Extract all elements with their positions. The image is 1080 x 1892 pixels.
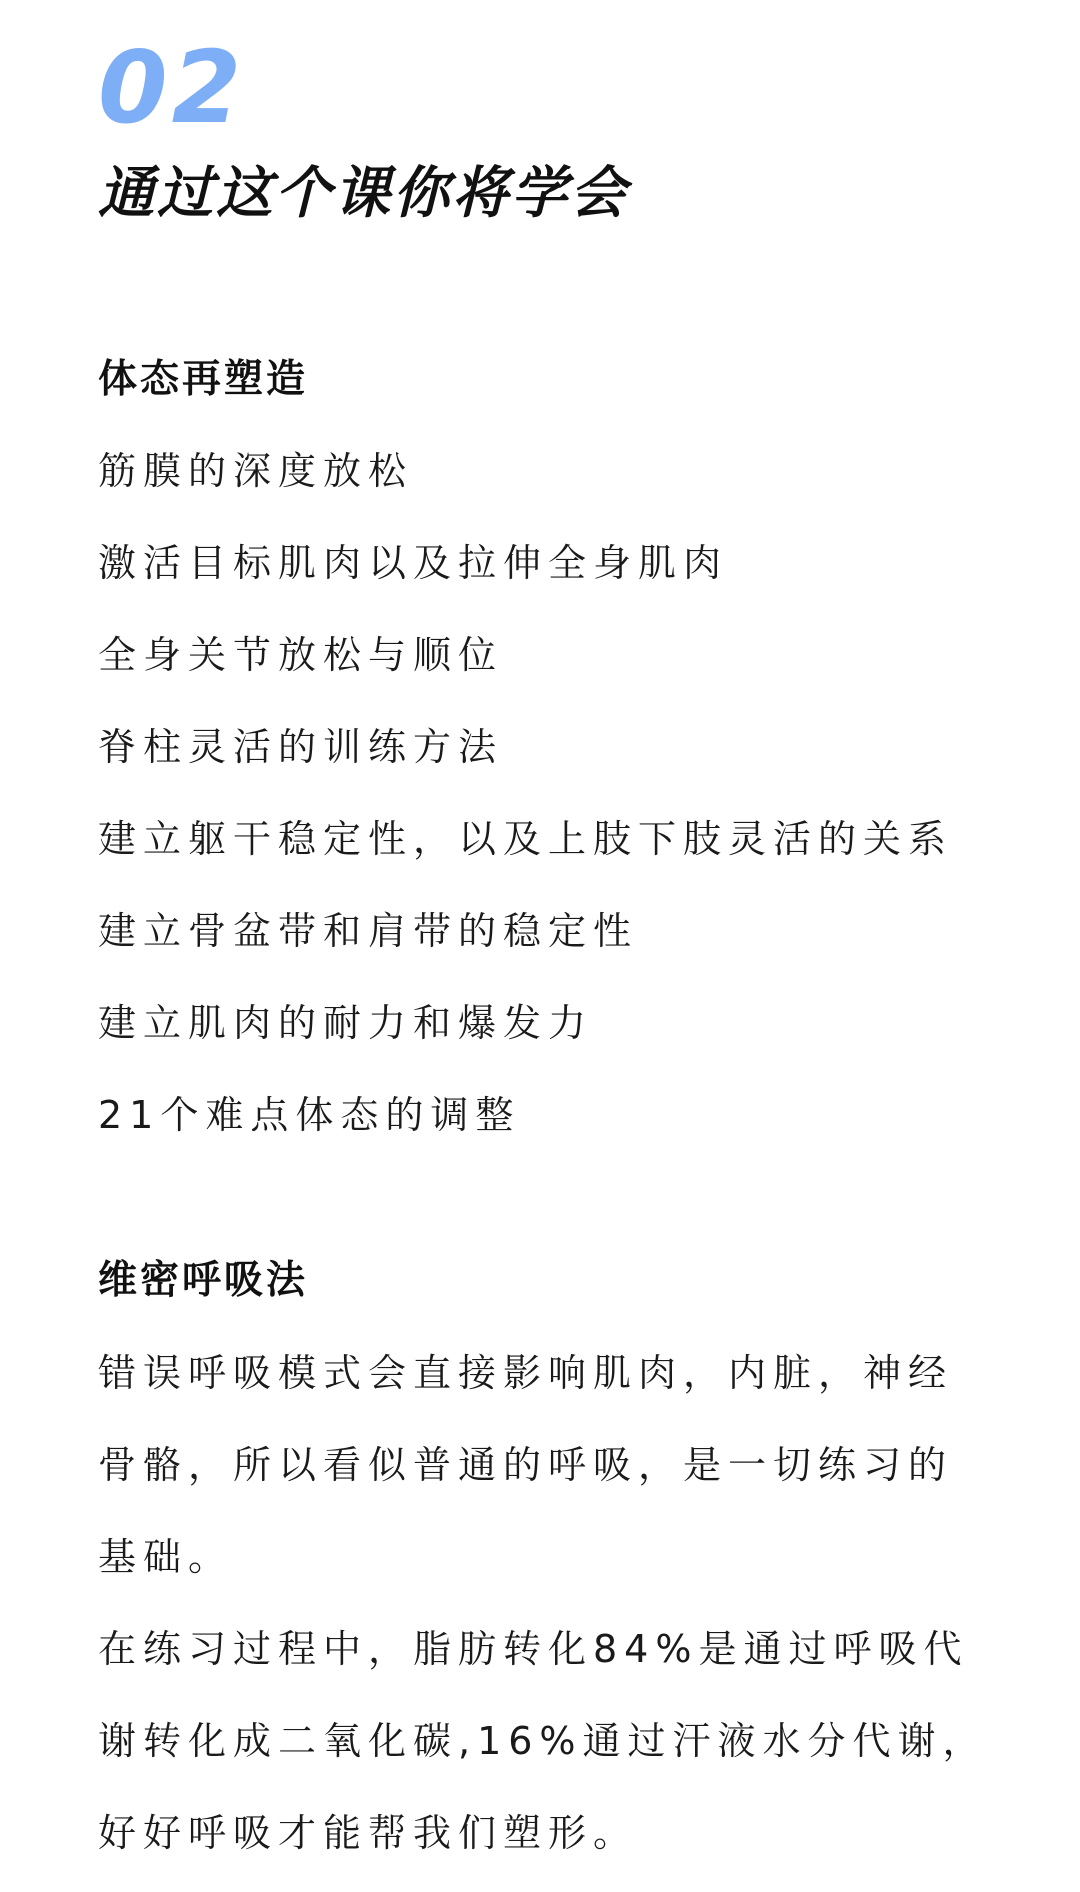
topic-heading-breathing: 维密呼吸法 bbox=[98, 1258, 309, 1303]
list-item: 建立骨盆带和肩带的稳定性 bbox=[98, 909, 639, 953]
list-item: 21个难点体态的调整 bbox=[98, 1093, 521, 1137]
list-item: 建立躯干稳定性，以及上肢下肢灵活的关系 bbox=[98, 817, 954, 861]
paragraph-line: 错误呼吸模式会直接影响肌肉，内脏，神经 bbox=[98, 1351, 954, 1395]
list-item: 建立肌肉的耐力和爆发力 bbox=[98, 1001, 594, 1045]
paragraph-line: 谢转化成二氧化碳,16%通过汗液水分代谢， bbox=[98, 1719, 988, 1763]
list-item: 全身关节放松与顺位 bbox=[98, 633, 504, 677]
paragraph-line: 在练习过程中，脂肪转化84%是通过呼吸代 bbox=[98, 1627, 969, 1671]
paragraph-line: 好好呼吸才能帮我们塑形。 bbox=[98, 1811, 639, 1855]
section-number: 02 bbox=[98, 29, 246, 146]
topic-heading-posture: 体态再塑造 bbox=[98, 357, 309, 402]
section-title: 通过这个课你将学会 bbox=[98, 161, 629, 226]
paragraph-line: 骨骼，所以看似普通的呼吸，是一切练习的 bbox=[98, 1443, 954, 1487]
list-item: 激活目标肌肉以及拉伸全身肌肉 bbox=[98, 541, 729, 585]
paragraph-line: 基础。 bbox=[98, 1535, 234, 1579]
list-item: 脊柱灵活的训练方法 bbox=[98, 725, 504, 769]
list-item: 筋膜的深度放松 bbox=[98, 449, 414, 493]
